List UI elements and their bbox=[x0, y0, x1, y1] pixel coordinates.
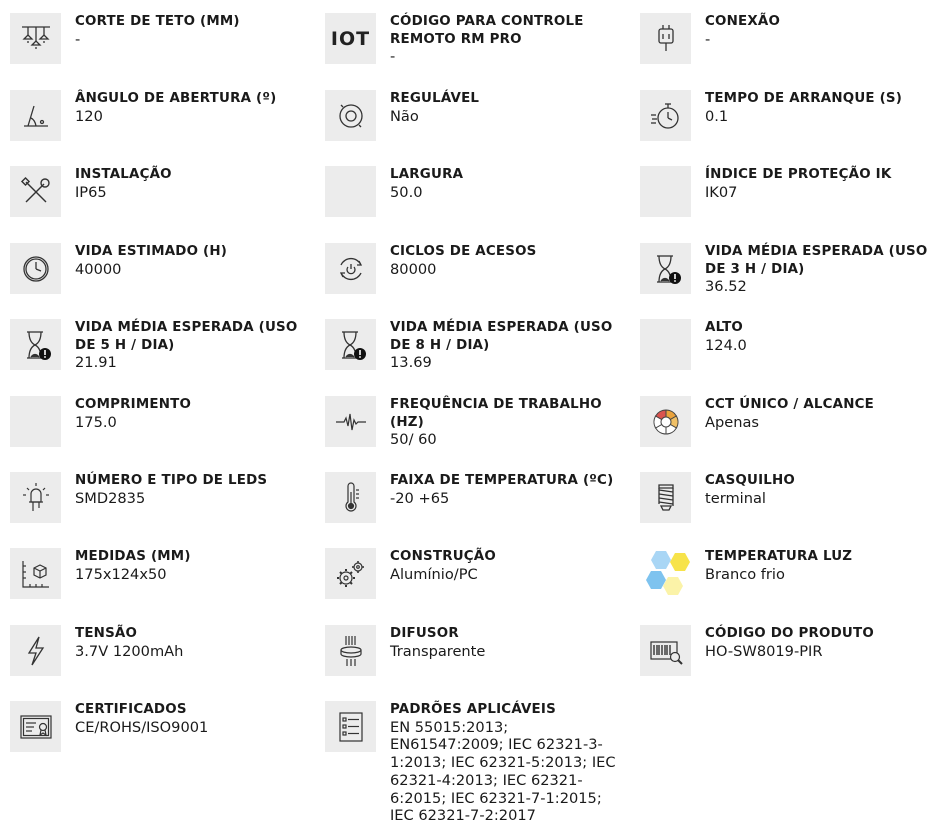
spec-value: -20 +65 bbox=[390, 489, 450, 507]
spec-label: ÍNDICE DE PROTEÇÃO IK bbox=[705, 167, 892, 182]
spec-label: CASQUILHO bbox=[705, 473, 795, 488]
spec-value: 80000 bbox=[390, 260, 437, 278]
spec-value: 0.1 bbox=[705, 107, 729, 125]
lamp-base-icon bbox=[640, 472, 691, 523]
light-temperature-icon bbox=[640, 548, 691, 599]
spec-value: Transparente bbox=[390, 642, 486, 660]
clock-icon bbox=[10, 243, 61, 294]
spec-value: Não bbox=[390, 107, 419, 125]
voltage-icon bbox=[10, 625, 61, 676]
diffuser-icon bbox=[325, 625, 376, 676]
blank-icon bbox=[640, 166, 691, 217]
spec-label: ALTO bbox=[705, 320, 743, 335]
spec-label: INSTALAÇÃO bbox=[75, 167, 172, 182]
spec-value: 175.0 bbox=[75, 413, 117, 431]
spec-value: 50/ 60 bbox=[390, 431, 437, 448]
blank-icon bbox=[10, 396, 61, 447]
spec-label: VIDA MÉDIA ESPERADA (USO DE 3 H / DIA) bbox=[705, 244, 928, 277]
spec-value: 3.7V 1200mAh bbox=[75, 642, 184, 660]
spec-label: COMPRIMENTO bbox=[75, 397, 192, 412]
spec-label: FAIXA DE TEMPERATURA (ºC) bbox=[390, 473, 614, 488]
spec-value: 124.0 bbox=[705, 336, 747, 354]
checklist-icon bbox=[325, 701, 376, 752]
blank-icon bbox=[640, 319, 691, 370]
spec-value: IK07 bbox=[705, 183, 738, 201]
spec-value: IP65 bbox=[75, 183, 107, 201]
spec-label: CCT ÚNICO / ALCANCE bbox=[705, 397, 875, 412]
spec-label: MEDIDAS (MM) bbox=[75, 549, 191, 564]
spec-value: HO-SW8019-PIR bbox=[705, 642, 823, 660]
spec-value: 21.91 bbox=[75, 354, 117, 371]
spec-value: 120 bbox=[75, 107, 103, 125]
hourglass-warning-icon bbox=[640, 243, 691, 294]
iot-icon-text: IOT bbox=[330, 27, 371, 50]
spec-label: PADRÕES APLICÁVEIS bbox=[390, 702, 556, 717]
spec-value: - bbox=[75, 30, 81, 48]
spec-label: LARGURA bbox=[390, 167, 464, 182]
spec-label: DIFUSOR bbox=[390, 626, 459, 641]
iot-icon bbox=[325, 13, 376, 64]
spec-value: Alumínio/PC bbox=[390, 565, 478, 583]
spec-label: TEMPERATURA LUZ bbox=[705, 549, 853, 564]
spec-value: - bbox=[390, 48, 396, 65]
power-cycle-icon bbox=[325, 243, 376, 294]
spec-label: VIDA MÉDIA ESPERADA (USO DE 5 H / DIA) bbox=[75, 320, 298, 353]
connector-icon bbox=[640, 13, 691, 64]
spec-value: 50.0 bbox=[390, 183, 423, 201]
waveform-icon bbox=[325, 396, 376, 447]
blank-icon bbox=[325, 166, 376, 217]
spec-label: CORTE DE TETO (MM) bbox=[75, 14, 240, 29]
tools-icon bbox=[10, 166, 61, 217]
hourglass-warning-icon bbox=[325, 319, 376, 370]
spec-label: VIDA MÉDIA ESPERADA (USO DE 8 H / DIA) bbox=[390, 320, 613, 353]
spec-label: TEMPO DE ARRANQUE (S) bbox=[705, 91, 903, 106]
spec-value: terminal bbox=[705, 489, 766, 507]
spec-value: CE/ROHS/ISO9001 bbox=[75, 718, 209, 736]
certificate-icon bbox=[10, 701, 61, 752]
stopwatch-icon bbox=[640, 90, 691, 141]
spec-label: TENSÃO bbox=[75, 626, 138, 641]
spec-label: VIDA ESTIMADO (H) bbox=[75, 244, 228, 259]
gears-icon bbox=[325, 548, 376, 599]
spec-value: Apenas bbox=[705, 413, 760, 431]
spec-value: 36.52 bbox=[705, 278, 747, 295]
spec-label: CONSTRUÇÃO bbox=[390, 549, 496, 564]
spec-label: CERTIFICADOS bbox=[75, 702, 187, 717]
ceiling-lights-icon bbox=[10, 13, 61, 64]
spec-label: CICLOS DE ACESOS bbox=[390, 244, 537, 259]
spec-value: 175x124x50 bbox=[75, 565, 167, 583]
spec-label: CONEXÃO bbox=[705, 14, 781, 29]
beam-angle-icon bbox=[10, 90, 61, 141]
led-icon bbox=[10, 472, 61, 523]
thermometer-icon bbox=[325, 472, 376, 523]
spec-label: NÚMERO E TIPO DE LEDS bbox=[75, 473, 268, 488]
spec-label: ÂNGULO DE ABERTURA (º) bbox=[75, 91, 277, 106]
barcode-icon bbox=[640, 625, 691, 676]
hourglass-warning-icon bbox=[10, 319, 61, 370]
spec-label: CÓDIGO DO PRODUTO bbox=[705, 626, 874, 641]
spec-value: SMD2835 bbox=[75, 489, 146, 507]
spec-value: EN 55015:2013; EN61547:2009; IEC 62321-3- 1:2013; IEC 62321-5:2013; IEC 62321-4:2013; IEC 62321- 6:2015; IEC 62321-7-1:2015; IEC 62321-7-2:2017 bbox=[390, 718, 616, 825]
spec-label: CÓDIGO PARA CONTROLE REMOTO RM PRO bbox=[390, 14, 584, 47]
spec-label: REGULÁVEL bbox=[390, 91, 480, 106]
dimensions-icon bbox=[10, 548, 61, 599]
spec-value: - bbox=[705, 30, 711, 48]
spec-value: 13.69 bbox=[390, 354, 432, 371]
dimmer-icon bbox=[325, 90, 376, 141]
color-wheel-icon bbox=[640, 396, 691, 447]
spec-value: 40000 bbox=[75, 260, 122, 278]
spec-label: FREQUÊNCIA DE TRABALHO (HZ) bbox=[390, 397, 602, 430]
spec-value: Branco frio bbox=[705, 565, 785, 583]
